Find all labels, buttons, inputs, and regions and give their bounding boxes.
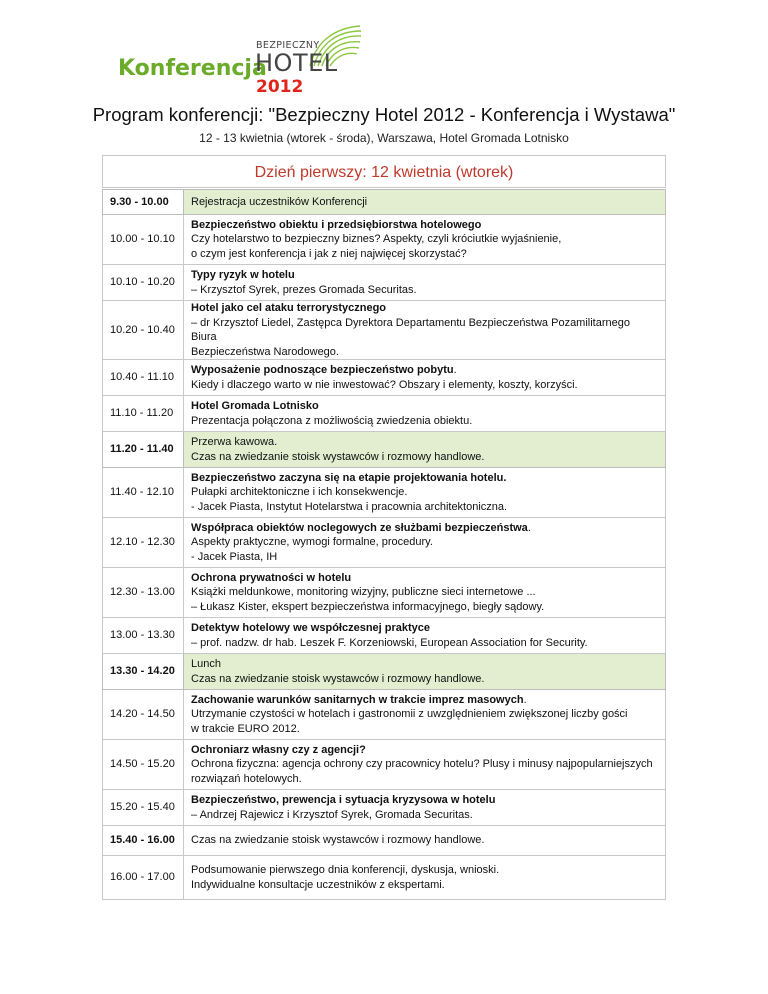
session-title: Ochroniarz własny czy z agencji? [191, 743, 366, 756]
session-detail-line: Podsumowanie pierwszego dnia konferencji, dyskusja, wnioski. [191, 864, 500, 876]
session-title: Hotel jako cel ataku terrorystycznego [191, 302, 387, 314]
session-detail-line: w trakcie EURO 2012. [191, 722, 300, 735]
session-detail-line: Czas na zwiedzanie stoisk wystawców i rozmowy handlowe. [191, 834, 485, 847]
schedule-row [103, 790, 666, 826]
session-detail-line: Bezpieczeństwa Narodowego. [191, 345, 339, 358]
session-title-suffix: . [523, 693, 527, 706]
session-title-line [191, 743, 658, 758]
day-heading: Dzień pierwszy: 12 kwietnia (wtorek) [102, 155, 666, 188]
logo-hotel-text: HOTEL [255, 49, 338, 77]
schedule-description [184, 468, 666, 518]
schedule-time: 12.30 - 13.00 [103, 568, 184, 618]
schedule-description [184, 360, 666, 396]
session-detail-line: Rejestracja uczestników Konferencji [191, 195, 368, 208]
schedule-table [102, 189, 666, 900]
schedule-time: 14.20 - 14.50 [103, 690, 184, 740]
session-detail-line: Utrzymanie czystości w hotelach i gastronomii z uwzględnieniem zwiększonej liczby gości [191, 708, 628, 721]
schedule-row [103, 396, 666, 432]
schedule-description [184, 518, 666, 568]
conference-logo [118, 22, 338, 104]
session-title-line [191, 268, 658, 283]
page-subtitle: 12 - 13 kwietnia (wtorek - środa), Warszawa, Hotel Gromada Lotnisko [199, 131, 569, 145]
session-title: Ochrona prywatności w hotelu [191, 571, 352, 584]
session-detail-line: Przerwa kawowa. [191, 436, 278, 448]
schedule-description [184, 826, 666, 856]
session-title: Hotel Gromada Lotnisko [191, 400, 319, 412]
session-title-suffix: . [453, 364, 457, 376]
page-title: Program konferencji: "Bezpieczny Hotel 2012 - Konferencja i Wystawa" [92, 104, 676, 125]
schedule-time: 11.10 - 11.20 [103, 396, 184, 432]
schedule-row [103, 618, 666, 654]
schedule-time: 10.40 - 11.10 [103, 360, 184, 396]
schedule-row [103, 301, 666, 360]
session-title-line [191, 571, 658, 586]
schedule-description [184, 856, 666, 900]
schedule-row [103, 856, 666, 900]
schedule-row [103, 432, 666, 468]
schedule-description [184, 432, 666, 468]
schedule-description [184, 190, 666, 215]
schedule-description [184, 396, 666, 432]
schedule-description [184, 215, 666, 265]
schedule-time: 10.00 - 10.10 [103, 215, 184, 265]
schedule-row [103, 568, 666, 618]
schedule-description [184, 568, 666, 618]
schedule-description [184, 301, 666, 360]
session-title: Bezpieczeństwo obiektu i przedsiębiorstwa hotelowego [191, 218, 482, 231]
session-title: Współpraca obiektów noclegowych ze służbami bezpieczeństwa [191, 521, 528, 534]
session-detail-line: rozwiązań hotelowych. [191, 772, 302, 785]
session-detail-line: – Łukasz Kister, ekspert bezpieczeństwa informacyjnego, biegły sądowy. [191, 600, 545, 613]
session-detail-line: Indywidualne konsultacje uczestników z ekspertami. [191, 878, 445, 891]
schedule-row [103, 265, 666, 301]
session-title: Typy ryzyk w hotelu [191, 269, 295, 281]
session-title: Bezpieczeństwo zaczyna się na etapie projektowania hotelu. [191, 471, 507, 484]
schedule-row [103, 468, 666, 518]
schedule-time: 15.20 - 15.40 [103, 790, 184, 826]
schedule-description [184, 265, 666, 301]
schedule-row [103, 690, 666, 740]
session-detail-line: – Andrzej Rajewicz i Krzysztof Syrek, Gromada Securitas. [191, 808, 473, 821]
schedule-row [103, 654, 666, 690]
session-detail-line: Pułapki architektoniczne i ich konsekwencje. [191, 486, 408, 499]
session-title: Wyposażenie podnoszące bezpieczeństwo pobytu [191, 364, 454, 376]
schedule-description [184, 790, 666, 826]
schedule-row [103, 826, 666, 856]
session-detail-line: – dr Krzysztof Liedel, Zastępca Dyrektora Departamentu Bezpieczeństwa Pozamilitarnego Biura [191, 316, 630, 343]
schedule-row [103, 190, 666, 215]
logo-bezpieczny-text: BEZPIECZNY [256, 40, 320, 51]
session-title-line [191, 471, 658, 486]
session-detail-line: - Jacek Piasta, Instytut Hotelarstwa i pracownia architektoniczna. [191, 500, 508, 513]
schedule-description [184, 690, 666, 740]
session-detail-line: Ochrona fizyczna: agencja ochrony czy pracownicy hotelu? Plusy i minusy najpopularniejszych [191, 758, 653, 771]
session-detail-line: Aspekty praktyczne, wymogi formalne, procedury. [191, 536, 433, 549]
schedule-time: 13.30 - 14.20 [103, 654, 184, 690]
session-detail-line: Prezentacja połączona z możliwością zwiedzenia obiektu. [191, 414, 473, 427]
schedule-description [184, 654, 666, 690]
session-detail-line: - Jacek Piasta, IH [191, 550, 278, 563]
schedule-time: 13.00 - 13.30 [103, 618, 184, 654]
session-title-line [191, 399, 658, 414]
session-title-line [191, 621, 658, 636]
session-title: Zachowanie warunków sanitarnych w trakcie imprez masowych [191, 693, 524, 706]
session-detail-line: – prof. nadzw. dr hab. Leszek F. Korzeniowski, European Association for Security. [191, 636, 588, 649]
session-title: Bezpieczeństwo, prewencja i sytuacja kryzysowa w hotelu [191, 794, 496, 806]
session-title-line [191, 521, 658, 536]
schedule-description [184, 618, 666, 654]
schedule-row [103, 360, 666, 396]
schedule-row [103, 215, 666, 265]
session-title: Detektyw hotelowy we współczesnej praktyce [191, 622, 431, 634]
schedule-time: 14.50 - 15.20 [103, 740, 184, 790]
session-detail-line: Lunch [191, 658, 221, 670]
schedule-time: 11.20 - 11.40 [103, 432, 184, 468]
schedule-time: 10.20 - 10.40 [103, 301, 184, 360]
logo-year-text: 2012 [256, 77, 304, 97]
session-detail-line: Kiedy i dlaczego warto w nie inwestować? Obszary i elementy, koszty, korzyści. [191, 378, 578, 391]
session-detail-line: Czy hotelarstwo to bezpieczny biznes? Aspekty, czyli króciutkie wyjaśnienie, [191, 233, 562, 246]
session-detail-line: o czym jest konferencja i jak z niej najwięcej skorzystać? [191, 247, 467, 260]
session-detail-line: Książki meldunkowe, monitoring wizyjny, publiczne sieci internetowe ... [191, 586, 536, 599]
session-title-suffix: . [527, 521, 531, 534]
schedule-time: 12.10 - 12.30 [103, 518, 184, 568]
session-detail-line: Czas na zwiedzanie stoisk wystawców i rozmowy handlowe. [191, 450, 485, 463]
session-detail-line: – Krzysztof Syrek, prezes Gromada Securitas. [191, 283, 417, 296]
schedule-row [103, 740, 666, 790]
schedule-description [184, 740, 666, 790]
session-title-line [191, 693, 658, 708]
session-title-line [191, 793, 658, 808]
session-title-line [191, 301, 658, 316]
schedule-time: 15.40 - 16.00 [103, 826, 184, 856]
schedule-time: 10.10 - 10.20 [103, 265, 184, 301]
logo-konferencja-text: Konferencja [118, 56, 267, 81]
schedule-time: 11.40 - 12.10 [103, 468, 184, 518]
schedule-time: 16.00 - 17.00 [103, 856, 184, 900]
schedule-row [103, 518, 666, 568]
session-title-line [191, 363, 658, 378]
schedule-time: 9.30 - 10.00 [103, 190, 184, 215]
session-detail-line: Czas na zwiedzanie stoisk wystawców i rozmowy handlowe. [191, 672, 485, 685]
session-title-line [191, 218, 658, 233]
